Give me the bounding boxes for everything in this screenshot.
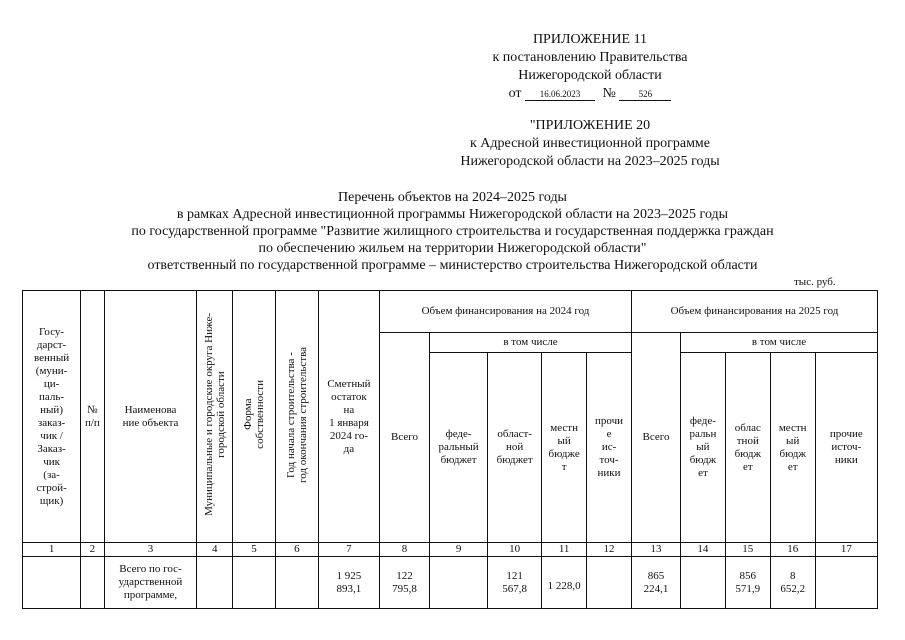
cell-total-2024: 122 795,8 [380, 557, 430, 609]
cell-local-2024: 1 228,0 [542, 557, 587, 609]
cell-regional-2025: 856 571,9 [725, 557, 770, 609]
doc-title-line1: Перечень объектов на 2024–2025 годы [338, 190, 567, 205]
header-row-1 [23, 291, 878, 333]
col-number: 14 [680, 543, 725, 557]
cell-federal-2024 [430, 557, 488, 609]
col-number: 5 [233, 543, 276, 557]
cell-regional-2024: 121 567,8 [488, 557, 542, 609]
cell-years [275, 557, 318, 609]
cell-federal-2025 [680, 557, 725, 609]
objects-table [22, 290, 878, 609]
header-other-2025: прочие источ- ники [815, 353, 877, 543]
header-regional-2024: област- ной бюджет [488, 353, 542, 543]
cell-local-2025: 8 652,2 [770, 557, 815, 609]
doc-title-line4: по обеспечению жильем на территории Нижегородской области" [258, 241, 647, 256]
appendix20-line1: к Адресной инвестиционной программе [469, 136, 711, 151]
units-label: тыс. руб. [794, 276, 836, 288]
header-federal-2024: феде- ральный бюджет [430, 353, 488, 543]
col-number: 13 [632, 543, 681, 557]
cell-customer [23, 557, 81, 609]
cell-other-2025 [815, 557, 877, 609]
header-fin-2025: Объем финансирования на 2025 год [632, 291, 878, 333]
appendix-date-line [430, 85, 750, 103]
table-row-total [23, 557, 878, 609]
cell-municipal [197, 557, 233, 609]
appendix-line2: Нижегородской области [518, 68, 662, 83]
appendix-title: ПРИЛОЖЕНИЕ 11 [532, 32, 648, 47]
col-number: 16 [770, 543, 815, 557]
header-balance: Сметный остаток на 1 января 2024 го- да [318, 291, 379, 543]
column-number-row [23, 543, 878, 557]
appendix-date: 16.06.2023 [525, 88, 595, 101]
col-number: 9 [430, 543, 488, 557]
doc-title-line5: ответственный по государственной программе – министерство строительства Нижегородской области [147, 258, 758, 273]
col-number: 1 [23, 543, 81, 557]
cell-other-2024 [587, 557, 632, 609]
col-number: 6 [275, 543, 318, 557]
doc-title-line3: по государственной программе "Развитие жилищного строительства и государственная поддержка граждан [131, 224, 774, 239]
appendix-line1: к постановлению Правительства [492, 50, 688, 65]
header-fin-2024: Объем финансирования на 2024 год [380, 291, 632, 333]
header-including-2025: в том числе [680, 333, 877, 353]
header-num: № п/п [81, 291, 104, 543]
col-number: 8 [380, 543, 430, 557]
header-customer: Госу- дарст- венный (муни- ци- паль- ный) заказ- чик / Заказ- чик (за- строй- щик) [23, 291, 81, 543]
cell-num [81, 557, 104, 609]
col-number: 2 [81, 543, 104, 557]
appendix20-line2: Нижегородской области на 2023–2025 годы [460, 154, 720, 169]
header-local-2024: местн ый бюдже т [542, 353, 587, 543]
header-local-2025: местн ый бюдж ет [770, 353, 815, 543]
col-number: 17 [815, 543, 877, 557]
from-label: от [508, 86, 522, 101]
doc-title-line2: в рамках Адресной инвестиционной программы Нижегородской области на 2023–2025 годы [176, 207, 729, 222]
header-federal-2025: феде- ральн ый бюдж ет [680, 353, 725, 543]
col-number: 4 [197, 543, 233, 557]
cell-total-2025: 865 224,1 [632, 557, 681, 609]
header-total-2025: Всего [632, 333, 681, 543]
col-number: 15 [725, 543, 770, 557]
col-number: 12 [587, 543, 632, 557]
header-regional-2025: облас тной бюдж ет [725, 353, 770, 543]
cell-ownership [233, 557, 276, 609]
col-number: 3 [104, 543, 197, 557]
header-total-2024: Всего [380, 333, 430, 543]
header-years: Год начала строительства - год окончания строительства [275, 291, 318, 543]
header-name: Наименова ние объекта [104, 291, 197, 543]
header-ownership: Форма собственности [233, 291, 276, 543]
cell-balance: 1 925 893,1 [318, 557, 379, 609]
col-number: 11 [542, 543, 587, 557]
header-other-2024: прочи е ис- точ- ники [587, 353, 632, 543]
appendix-number: 526 [619, 88, 671, 101]
col-number: 10 [488, 543, 542, 557]
header-municipal: Муниципальные и городские округа Ниже- городской области [197, 291, 233, 543]
cell-name: Всего по гос- ударственной программе, [104, 557, 197, 609]
appendix20-title: "ПРИЛОЖЕНИЕ 20 [529, 118, 651, 133]
number-label: № [602, 86, 616, 101]
header-including-2024: в том числе [430, 333, 632, 353]
col-number: 7 [318, 543, 379, 557]
